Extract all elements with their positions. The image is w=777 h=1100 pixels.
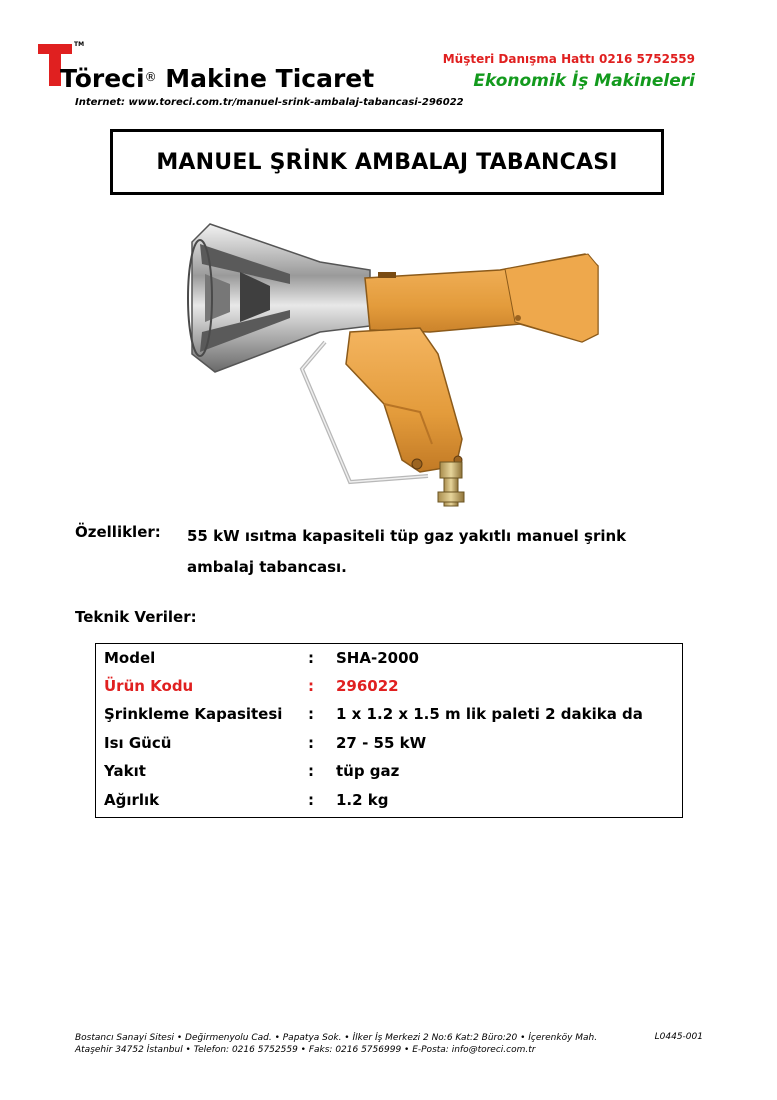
spec-row-heat-power — [96, 729, 682, 757]
footer-line-1: Bostancı Sanayi Sitesi • Değirmenyolu Cad. • Papatya Sok. • İlker İş Merkezi 2 No:6 Kat:2 Büro:20 • İçerenköy Mah. — [75, 1033, 598, 1043]
spec-key: Isı Gücü — [104, 734, 172, 752]
product-image — [170, 214, 610, 514]
brand-title — [60, 64, 374, 94]
spec-row-fuel — [96, 757, 682, 785]
spec-sep: : — [308, 705, 314, 723]
spec-table — [95, 643, 683, 818]
customer-hotline: Müşteri Danışma Hattı 0216 5752559 — [442, 52, 695, 66]
spec-value: SHA-2000 — [336, 649, 419, 667]
brand-rest: Makine Ticaret — [156, 64, 375, 93]
spec-key: Ürün Kodu — [104, 677, 194, 695]
internet-url: Internet: www.toreci.com.tr/manuel-srink-ambalaj-tabancasi-296022 — [75, 97, 464, 108]
spec-row-model — [96, 644, 682, 672]
spec-sep: : — [308, 677, 314, 695]
spec-value: 1.2 kg — [336, 791, 389, 809]
spec-value: 27 - 55 kW — [336, 734, 427, 752]
features-label: Özellikler: — [75, 523, 161, 541]
spec-key: Yakıt — [104, 762, 146, 780]
footer-address — [75, 1032, 597, 1056]
spec-key: Model — [104, 649, 156, 667]
brand-name: Töreci — [60, 64, 145, 93]
spec-value: 296022 — [336, 677, 399, 695]
spec-sep: : — [308, 734, 314, 752]
trademark-mark: TM — [74, 41, 85, 48]
title-box — [110, 129, 664, 195]
footer-line-2: Ataşehir 34752 İstanbul • Telefon: 0216 5752559 • Faks: 0216 5756999 • E-Posta: info@toreci.com.tr — [75, 1045, 536, 1055]
spec-row-capacity — [96, 700, 682, 728]
spec-sep: : — [308, 762, 314, 780]
company-tagline: Ekonomik İş Makineleri — [473, 71, 695, 91]
tech-heading: Teknik Veriler: — [75, 608, 197, 626]
spec-row-product-code — [96, 672, 682, 700]
registered-mark: ® — [144, 70, 157, 84]
spec-key: Şrinkleme Kapasitesi — [104, 705, 283, 723]
spec-value: 1 x 1.2 x 1.5 m lik paleti 2 dakika da — [336, 705, 643, 723]
features-text: 55 kW ısıtma kapasiteli tüp gaz yakıtlı manuel şrink ambalaj tabancası. — [187, 527, 627, 576]
spec-key: Ağırlık — [104, 791, 160, 809]
spec-row-weight — [96, 786, 682, 814]
spec-sep: : — [308, 791, 314, 809]
document-code: L0445-001 — [654, 1032, 703, 1042]
spec-sep: : — [308, 649, 314, 667]
page-title: MANUEL ŞRİNK AMBALAJ TABANCASI — [156, 149, 618, 175]
spec-value: tüp gaz — [336, 762, 400, 780]
